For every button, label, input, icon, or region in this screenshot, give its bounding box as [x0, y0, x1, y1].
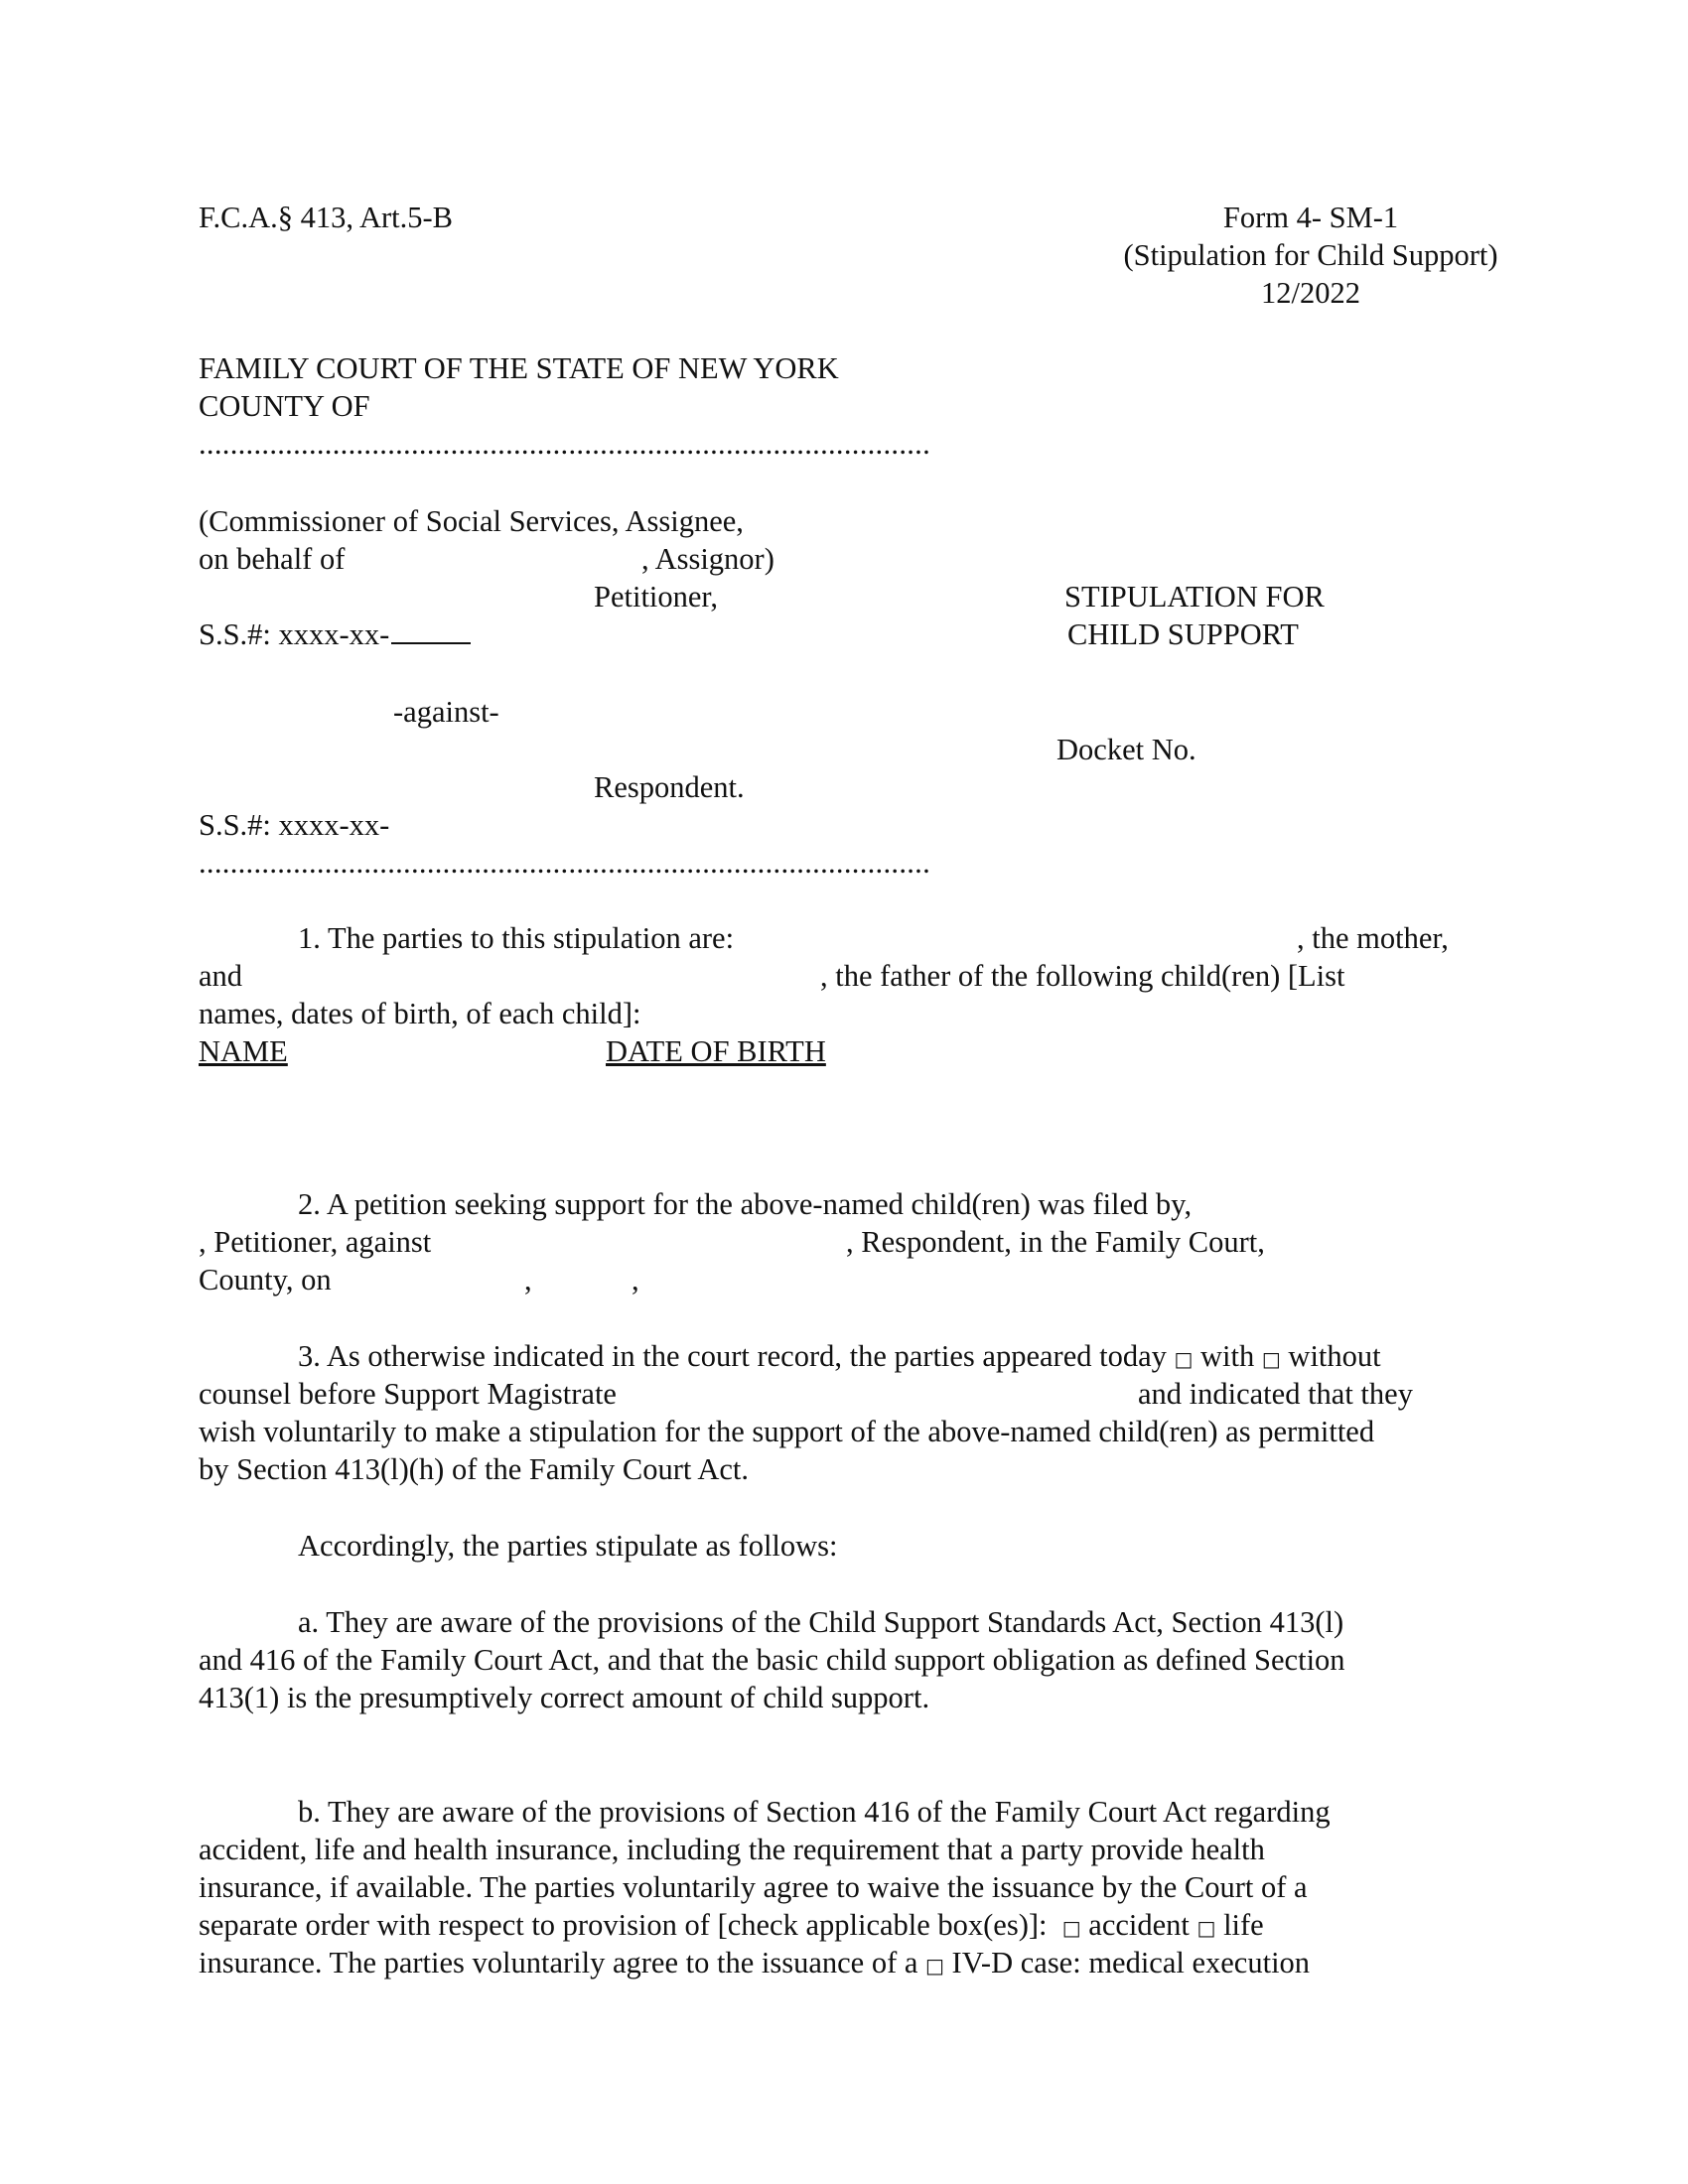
para2-line1: 2. A petition seeking support for the above-named child(ren) was filed by,: [298, 1187, 1193, 1221]
life-label: life: [1223, 1908, 1264, 1942]
para3-magistrate-label: counsel before Support Magistrate: [199, 1377, 617, 1411]
child-dob-column-header: DATE OF BIRTH: [606, 1034, 826, 1068]
document-title-line1: STIPULATION FOR: [1064, 580, 1325, 614]
without-counsel-label: without: [1288, 1339, 1381, 1373]
accordingly-statement: Accordingly, the parties stipulate as follows:: [298, 1529, 838, 1563]
petitioner-label: Petitioner,: [594, 580, 718, 614]
ivd-case-label: IV-D case: medical execution: [951, 1946, 1311, 1979]
court-name: FAMILY COURT OF THE STATE OF NEW YORK: [199, 351, 839, 385]
child-name-column-header: NAME: [199, 1034, 288, 1068]
para3-line1: [298, 1337, 1381, 1378]
para-a-line2: and 416 of the Family Court Act, and that the basic child support obligation as defined Section: [199, 1643, 1345, 1677]
form-date: 12/2022: [1261, 276, 1360, 310]
para2-respondent-court: , Respondent, in the Family Court,: [846, 1225, 1265, 1259]
docket-number-label: Docket No.: [1056, 733, 1196, 766]
para-b-line2: accident, life and health insurance, including the requirement that a party provide health: [199, 1833, 1265, 1866]
para-b-line5-text: insurance. The parties voluntarily agree to the issuance of a: [199, 1946, 918, 1979]
petitioner-ssn-label: S.S.#: xxxx-xx-: [199, 617, 390, 651]
para-b-line5: [199, 1944, 1310, 1984]
caption-divider-bottom: .............................................................................................: [199, 846, 931, 880]
para-b-line3: insurance, if available. The parties voluntarily agree to waive the issuance by the Court of a: [199, 1870, 1308, 1904]
on-behalf-of-label: on behalf of: [199, 542, 346, 576]
ivd-case-checkbox[interactable]: □: [925, 1954, 944, 1978]
assignor-label: , Assignor): [641, 542, 774, 576]
petitioner-ssn-blank: [391, 642, 471, 644]
para1-line3: names, dates of birth, of each child]:: [199, 997, 641, 1030]
accident-label: accident: [1088, 1908, 1190, 1942]
respondent-label: Respondent.: [594, 770, 745, 804]
accident-insurance-checkbox[interactable]: □: [1061, 1916, 1081, 1940]
against-label: -against-: [393, 695, 499, 729]
para1-father-label: , the father of the following child(ren) [List: [820, 959, 1345, 993]
para2-county-on: County, on: [199, 1263, 332, 1297]
statute-reference: F.C.A.§ 413, Art.5-B: [199, 201, 453, 234]
para3-line1-text: 3. As otherwise indicated in the court record, the parties appeared today: [298, 1339, 1167, 1373]
para-a-line1: a. They are aware of the provisions of the Child Support Standards Act, Section 413(l): [298, 1605, 1344, 1639]
para3-indicated: and indicated that they: [1138, 1377, 1413, 1411]
para-a-line3: 413(1) is the presumptively correct amount of child support.: [199, 1681, 930, 1714]
para-b-line1: b. They are aware of the provisions of Section 416 of the Family Court Act regarding: [298, 1795, 1331, 1829]
para1-mother-label: , the mother,: [1297, 921, 1449, 955]
form-number: Form 4- SM-1: [1222, 201, 1399, 234]
para2-petitioner-against: , Petitioner, against: [199, 1225, 432, 1259]
life-insurance-checkbox[interactable]: □: [1196, 1916, 1216, 1940]
document-title-line2: CHILD SUPPORT: [1067, 617, 1299, 651]
para1-and: and: [199, 959, 243, 993]
para2-date-comma-2: ,: [632, 1263, 639, 1297]
commissioner-line1: (Commissioner of Social Services, Assignee,: [199, 504, 744, 538]
para2-date-comma-1: ,: [524, 1263, 532, 1297]
para1-lead: 1. The parties to this stipulation are:: [298, 921, 735, 955]
county-label: COUNTY OF: [199, 389, 370, 423]
form-title: (Stipulation for Child Support): [1123, 238, 1498, 272]
without-counsel-checkbox[interactable]: □: [1261, 1347, 1281, 1371]
petitioner-ssn-field[interactable]: [199, 615, 471, 653]
para-b-line4: [199, 1906, 1264, 1947]
para3-line4: by Section 413(l)(h) of the Family Court Act.: [199, 1452, 750, 1486]
with-counsel-label: with: [1200, 1339, 1255, 1373]
respondent-ssn-label: S.S.#: xxxx-xx-: [199, 808, 390, 842]
with-counsel-checkbox[interactable]: □: [1174, 1347, 1194, 1371]
caption-divider-top: .............................................................................................: [199, 427, 931, 461]
para-b-line4-text: separate order with respect to provision of [check applicable box(es)]:: [199, 1908, 1048, 1942]
para3-line3: wish voluntarily to make a stipulation for the support of the above-named child(ren) as permitted: [199, 1415, 1375, 1448]
